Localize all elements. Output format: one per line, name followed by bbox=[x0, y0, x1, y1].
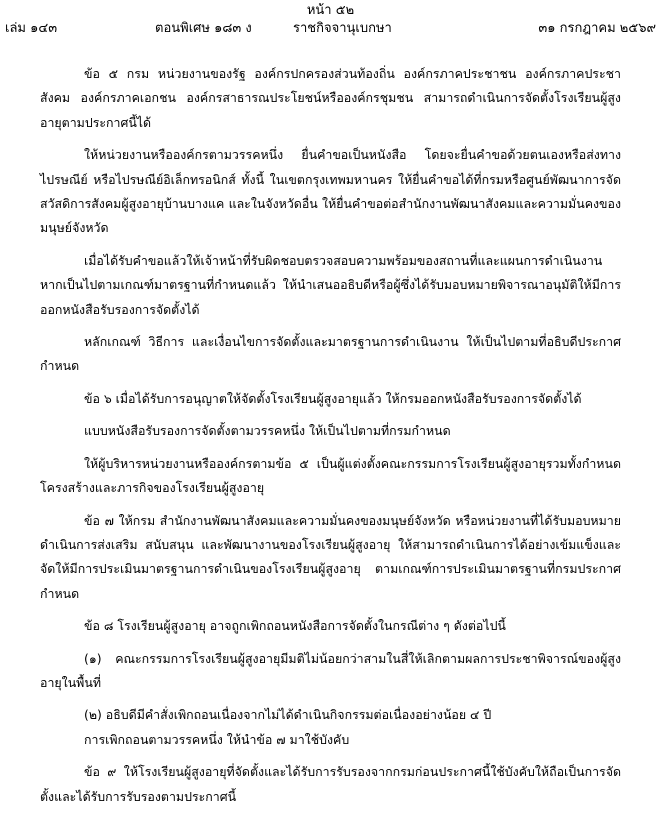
paragraph-item-2: (๒) อธิบดีมีคำสั่งเพิกถอนเนื่องจากไม่ได้ดำเนินกิจกรรมต่อเนื่องอย่างน้อย ๔ ปี bbox=[84, 707, 492, 723]
gazette-header bbox=[5, 19, 656, 39]
paragraph-application-submission: ให้หน่วยงานหรือองค์กรตามวรรคหนึ่ง ยื่นคำขอเป็นหนังสือ โดยจะยื่นคำขอด้วยตนเองหรือส่งทางไปรษณีย์ หรือไปรษณีย์อิเล็กทรอนิกส์ ทั้งนี้ ในเขตกรุงเทพมหานคร ให้ยื่นคำขอได้ที่กรมหรือศูนย์พัฒนาการจัดสวัสดิการสังคมผู้สูงอายุบ้านบางแค และในจังหวัดอื่น ให้ยื่นคำขอต่อสำนักงานพัฒนาสังคมและความมั่นคงของมนุษย์จังหวัด bbox=[40, 147, 621, 236]
paragraph-certificate-form: แบบหนังสือรับรองการจัดตั้งตามวรรคหนึ่ง ให้เป็นไปตามที่กรมกำหนด bbox=[84, 423, 451, 439]
issue-date: ๓๑ กรกฎาคม ๒๕๖๙ bbox=[538, 21, 656, 36]
paragraph-clause-5: ข้อ ๕ กรม หน่วยงานของรัฐ องค์กรปกครองส่วนท้องถิ่น องค์กรภาคประชาชน องค์กรภาคประชาสังคม องค์กรภาคเอกชน องค์กรสาธารณประโยชน์หรือองค์กรชุมชน สามารถดำเนินการจัดตั้งโรงเรียนผู้สูงอายุตามประกาศนี้ได้ bbox=[40, 66, 621, 130]
paragraph-criteria: หลักเกณฑ์ วิธีการ และเงื่อนไขการจัดตั้งและมาตรฐานการดำเนินงาน ให้เป็นไปตามที่อธิบดีประกาศกำหนด bbox=[40, 334, 621, 374]
page-number: หน้า ๕๒ bbox=[306, 3, 355, 18]
paragraph-clause-6: ข้อ ๖ เมื่อได้รับการอนุญาตให้จัดตั้งโรงเรียนผู้สูงอายุแล้ว ให้กรมออกหนังสือรับรองการจัดตั้งได้ bbox=[84, 390, 582, 406]
gazette-title: ราชกิจจานุเบกษา bbox=[293, 21, 392, 36]
paragraph-clause-8: ข้อ ๘ โรงเรียนผู้สูงอายุ อาจถูกเพิกถอนหนังสือการจัดตั้งในกรณีต่าง ๆ ดังต่อไปนี้ bbox=[84, 618, 506, 634]
paragraph-clause-9: ข้อ ๙ ให้โรงเรียนผู้สูงอายุที่จัดตั้งและได้รับการรับรองจากกรมก่อนประกาศนี้ใช้บังคับให้ถือเป็นการจัดตั้งและได้รับการรับรองตามประกาศนี้ bbox=[40, 764, 621, 804]
document-body bbox=[40, 62, 621, 809]
paragraph-revocation: การเพิกถอนตามวรรคหนึ่ง ให้นำข้อ ๗ มาใช้บังคับ bbox=[84, 731, 350, 747]
volume-label: เล่ม ๑๔๓ bbox=[5, 21, 58, 36]
paragraph-committee-appointment: ให้ผู้บริหารหน่วยงานหรือองค์กรตามข้อ ๕ เป็นผู้แต่งตั้งคณะกรรมการโรงเรียนผู้สูงอายุรวมทั้งกำหนดโครงสร้างและภารกิจของโรงเรียนผู้สูงอายุ bbox=[40, 455, 621, 496]
paragraph-clause-7: ข้อ ๗ ให้กรม สำนักงานพัฒนาสังคมและความมั่นคงของมนุษย์จังหวัด หรือหน่วยงานที่ได้รับมอบหมาย ดำเนินการส่งเสริม สนับสนุน และพัฒนางานของโรงเรียนผู้สูงอายุ ให้สามารถดำเนินการได้อย่างเข้มแข็งและจัดให้มีการประเมินมาตรฐานการดำเนินของโรงเรียนผู้สูงอายุ ตามเกณฑ์การประเมินมาตรฐานที่กรมประกาศกำหนด bbox=[40, 512, 621, 601]
section-label: ตอนพิเศษ ๑๘๓ ง bbox=[155, 21, 252, 36]
paragraph-item-1: (๑) คณะกรรมการโรงเรียนผู้สูงอายุมีมติไม่น้อยกว่าสามในสี่ให้เลิกตามผลการประชาพิจารณ์ของผู้สูงอายุในพื้นที่ bbox=[40, 650, 621, 690]
paragraph-application-review: เมื่อได้รับคำขอแล้วให้เจ้าหน้าที่รับผิดชอบตรวจสอบความพร้อมของสถานที่และแผนการดำเนินงานหากเป็นไปตามเกณฑ์มาตรฐานที่กำหนดแล้ว ให้นำเสนออธิบดีหรือผู้ซึ่งได้รับมอบหมายพิจารณาอนุมัติให้มีการออกหนังสือรับรองการจัดตั้งได้ bbox=[40, 252, 621, 317]
